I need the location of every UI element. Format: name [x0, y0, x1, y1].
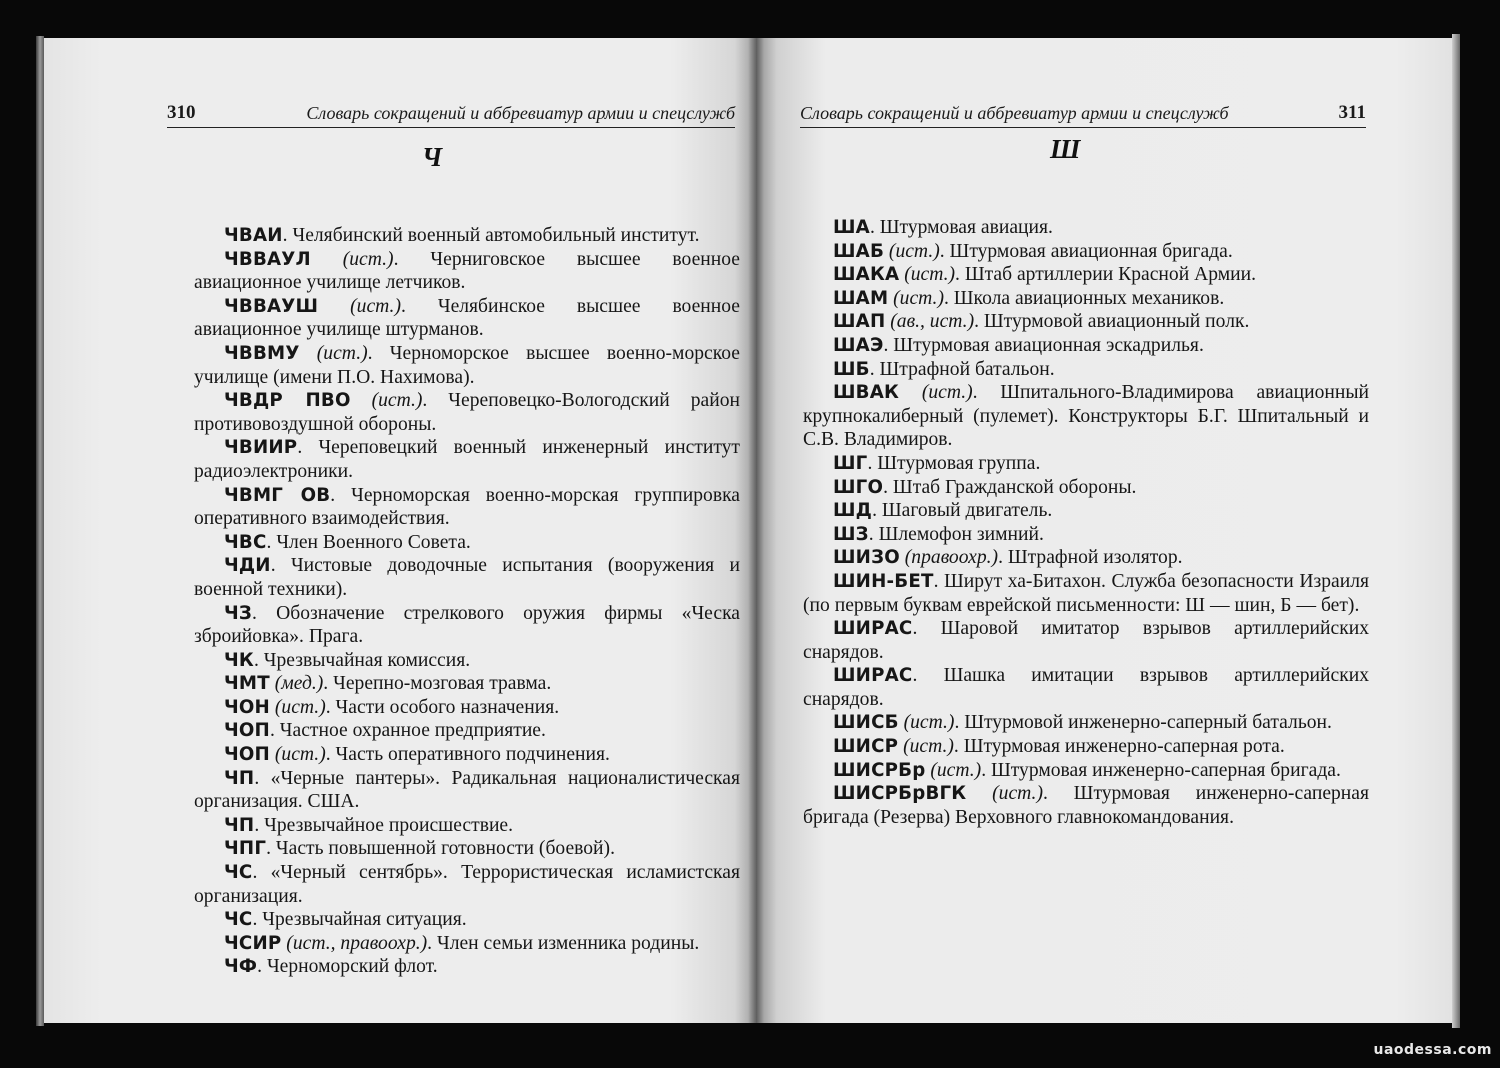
entry-abbreviation: ЧФ	[224, 956, 258, 978]
entry-definition: . Чрезвычайное происшествие.	[254, 814, 514, 836]
dictionary-entry	[803, 759, 1369, 783]
entry-abbreviation: ЧВДР ПВО	[224, 390, 351, 412]
dictionary-entry	[803, 358, 1369, 382]
dictionary-entry	[194, 436, 740, 483]
dictionary-entry	[194, 602, 740, 649]
dictionary-entry	[194, 224, 740, 248]
entry-abbreviation: ЧВВАУШ	[224, 295, 319, 317]
dictionary-entry	[194, 484, 740, 531]
entry-abbreviation: ЧВМГ ОВ	[224, 484, 331, 506]
entry-definition: . Шлемофон зимний.	[868, 523, 1044, 545]
entry-usage-note: (ист.)	[899, 382, 973, 404]
dictionary-entry	[194, 295, 740, 342]
left-page	[44, 38, 756, 1023]
dictionary-entry	[803, 546, 1369, 570]
entry-abbreviation: ЧС	[224, 909, 253, 931]
entry-definition: . Штурмовая авиация.	[869, 217, 1053, 238]
entry-abbreviation: ЧП	[224, 814, 255, 836]
entry-abbreviation: ШГ	[833, 452, 868, 474]
dictionary-entry	[803, 263, 1369, 287]
dictionary-entry	[194, 342, 740, 389]
entry-list-left	[194, 224, 740, 979]
entry-definition: . Штурмовой инженерно-саперный батальон.	[954, 712, 1332, 734]
entry-usage-note: (ист., правоохр.)	[281, 932, 428, 954]
entry-usage-note: (ав., ист.)	[885, 311, 975, 333]
entry-definition: . Череповецко-Вологодский район противовоздушной обороны.	[194, 390, 740, 435]
entry-definition: . Штрафной изолятор.	[998, 547, 1183, 569]
entry-definition: . Чрезвычайная комиссия.	[253, 649, 471, 671]
page-number-right: 311	[1338, 102, 1366, 123]
entry-abbreviation: ШИСРБрВГК	[833, 783, 967, 805]
entry-abbreviation: ШВАК	[833, 382, 900, 404]
entry-usage-note: (правоохр.)	[899, 547, 999, 569]
entry-abbreviation: ШИЗО	[833, 547, 900, 569]
dictionary-entry	[803, 499, 1369, 523]
dictionary-entry	[194, 248, 740, 295]
entry-usage-note: (ист.)	[925, 759, 982, 781]
entry-definition: . Чрезвычайная ситуация.	[252, 909, 467, 931]
entry-usage-note: (ист.)	[884, 240, 940, 262]
entry-abbreviation: ШАМ	[833, 287, 889, 309]
dictionary-entry	[803, 711, 1369, 735]
entry-definition: . Штурмовая инженерно-саперная рота.	[953, 736, 1285, 758]
entry-definition: . Челябинский военный автомобильный институт.	[282, 225, 700, 246]
entry-usage-note: (ист.)	[350, 390, 423, 412]
entry-definition: . Чистовые доводочные испытания (вооружения и военной техники).	[194, 555, 740, 600]
dictionary-entry	[803, 476, 1369, 500]
entry-definition: . Штрафной батальон.	[869, 358, 1055, 380]
right-page	[756, 38, 1452, 1023]
entry-usage-note: (ист.)	[318, 295, 401, 317]
watermark: uaodessa.com	[1373, 1042, 1492, 1058]
entry-usage-note: (ист.)	[299, 342, 368, 364]
entry-definition: . Черепно-мозговая травма.	[323, 673, 552, 695]
entry-usage-note: (ист.)	[898, 712, 955, 734]
dictionary-entry	[803, 452, 1369, 476]
entry-abbreviation: ШАП	[833, 311, 886, 333]
entry-definition: . Шаровой имитатор взрывов артиллерийских снарядов.	[803, 618, 1369, 663]
dictionary-entry	[194, 554, 740, 601]
dictionary-entry	[803, 240, 1369, 264]
dictionary-entry	[194, 908, 740, 932]
entry-abbreviation: ШБ	[833, 358, 870, 380]
section-letter-right: Ш	[1050, 134, 1081, 164]
entry-abbreviation: ШИСБ	[833, 712, 899, 734]
entry-abbreviation: ШИСР	[833, 736, 899, 758]
running-head-left	[167, 100, 735, 128]
dictionary-entry	[803, 664, 1369, 711]
entry-definition: . Части особого назначения.	[325, 696, 560, 718]
entry-abbreviation: ШЗ	[833, 523, 869, 545]
entry-definition: . «Черные пантеры». Радикальная националистическая организация. США.	[194, 767, 740, 813]
dictionary-entry	[194, 837, 740, 861]
entry-definition: . Череповецкий военный инженерный институт радиоэлектроники.	[194, 437, 740, 482]
entry-definition: . Штурмовая авиационная бригада.	[939, 240, 1233, 262]
entry-definition: . Черноморское высшее военно-морское училище (имени П.О. Нахимова).	[194, 342, 740, 388]
entry-definition: . Челябинское высшее военное авиационное училище штурманов.	[194, 295, 740, 341]
entry-usage-note: (ист.)	[310, 248, 394, 270]
entry-abbreviation: ЧП	[224, 767, 255, 789]
entry-definition: . Ширут ха-Битахон. Служба безопасности Израиля (по первым буквам еврейской письменности: Ш — шин, Б — бет).	[803, 570, 1369, 616]
entry-usage-note: (ист.)	[888, 287, 944, 309]
entry-abbreviation: ШИРАС	[833, 618, 913, 640]
dictionary-entry	[803, 523, 1369, 547]
entry-usage-note: (ист.)	[269, 744, 326, 766]
dictionary-entry	[194, 696, 740, 720]
entry-abbreviation: ЧПГ	[224, 838, 267, 860]
entry-abbreviation: ЧЗ	[224, 602, 253, 624]
entry-abbreviation: ЧОН	[224, 696, 270, 718]
entry-definition: . Шаговый двигатель.	[872, 500, 1053, 522]
entry-definition: . Член Военного Совета.	[266, 531, 471, 553]
dictionary-entry	[194, 767, 740, 814]
entry-usage-note: (ист.)	[966, 783, 1043, 805]
entry-definition: . Штурмовая инженерно-саперная бригада (Резерва) Верховного главнокомандования.	[803, 783, 1370, 828]
entry-definition: . Шашка имитации взрывов артиллерийских снарядов.	[803, 665, 1369, 710]
entry-abbreviation: ЧВИИР	[224, 437, 298, 459]
entry-definition: . Штурмовой авиационный полк.	[974, 311, 1250, 333]
running-title-left: Словарь сокращений и аббревиатур армии и спецслужб	[306, 103, 735, 123]
entry-abbreviation: ШД	[833, 500, 873, 522]
dictionary-entry	[803, 735, 1369, 759]
entry-definition: . Штурмовая группа.	[867, 452, 1041, 474]
entry-abbreviation: ЧВС	[224, 531, 267, 553]
entry-definition: . Обозначение стрелкового оружия фирмы «Ческа зброийовка». Прага.	[194, 602, 740, 648]
entry-abbreviation: ШАЭ	[833, 334, 884, 356]
dictionary-entry	[194, 743, 740, 767]
entry-abbreviation: ЧОП	[224, 720, 270, 742]
dictionary-entry	[803, 334, 1369, 358]
entry-abbreviation: ШИСРБр	[833, 759, 926, 781]
entry-abbreviation: ША	[833, 217, 870, 238]
dictionary-entry	[803, 570, 1369, 617]
dictionary-entry	[194, 719, 740, 743]
dictionary-entry	[194, 389, 740, 436]
entry-definition: . Черниговское высшее военное авиационное училище летчиков.	[194, 248, 740, 294]
entry-definition: . Часть оперативного подчинения.	[325, 744, 610, 766]
entry-definition: . Штурмовая инженерно-саперная бригада.	[981, 759, 1341, 781]
entry-definition: . Член семьи изменника родины.	[427, 932, 700, 954]
dictionary-entry	[803, 216, 1369, 240]
book-gutter-shadow	[748, 38, 764, 1023]
running-title-right: Словарь сокращений и аббревиатур армии и спецслужб	[800, 103, 1229, 123]
entry-usage-note: (ист.)	[269, 696, 326, 718]
entry-definition: . «Черный сентябрь». Террористическая исламистская организация.	[194, 862, 740, 907]
entry-abbreviation: ЧСИР	[224, 932, 282, 954]
dictionary-entry	[803, 782, 1369, 829]
entry-definition: . Штурмовая авиационная эскадрилья.	[883, 334, 1204, 356]
entry-abbreviation: ЧК	[224, 649, 254, 671]
entry-definition: . Частное охранное предприятие.	[269, 720, 546, 742]
entry-definition: . Школа авиационных механиков.	[943, 287, 1225, 309]
entry-abbreviation: ШГО	[833, 476, 884, 498]
entry-definition: . Штаб Гражданской обороны.	[883, 476, 1137, 498]
running-head-right	[800, 100, 1366, 128]
dictionary-entry	[194, 672, 740, 696]
entry-abbreviation: ШАКА	[833, 264, 900, 286]
entry-definition: . Шпитального-Владимирова авиационный крупнокалиберный (пулемет). Конструкторы Б.Г. Шпитальный и С.В. Владимиров.	[803, 382, 1369, 451]
entry-abbreviation: ЧОП	[224, 744, 270, 766]
book-spine-edge-right	[1452, 34, 1460, 1028]
dictionary-entry	[194, 955, 740, 979]
entry-abbreviation: ШИРАС	[833, 665, 913, 687]
entry-abbreviation: ЧВВМУ	[224, 342, 300, 364]
entry-definition: . Штаб артиллерии Красной Армии.	[955, 264, 1257, 286]
section-letter-left: Ч	[422, 142, 443, 172]
dictionary-entry	[194, 932, 740, 956]
page-number-left: 310	[167, 102, 196, 123]
dictionary-entry	[803, 617, 1369, 664]
dictionary-entry	[803, 310, 1369, 334]
dictionary-entry	[803, 287, 1369, 311]
entry-usage-note: (ист.)	[899, 264, 956, 286]
entry-definition: . Часть повышенной готовности (боевой).	[266, 838, 615, 860]
entry-list-right	[803, 216, 1369, 829]
dictionary-entry	[194, 531, 740, 555]
entry-definition: . Черноморский флот.	[257, 956, 438, 978]
entry-abbreviation: ЧВАИ	[224, 225, 283, 246]
book-spine-edge-left	[36, 36, 44, 1026]
entry-abbreviation: ШИН-БЕТ	[833, 570, 934, 592]
dictionary-entry	[194, 814, 740, 838]
entry-usage-note: (ист.)	[898, 736, 954, 758]
entry-abbreviation: ЧС	[224, 862, 253, 884]
entry-abbreviation: ЧДИ	[224, 555, 271, 577]
dictionary-entry	[194, 649, 740, 673]
entry-abbreviation: ЧВВАУЛ	[224, 248, 311, 270]
entry-abbreviation: ЧМТ	[224, 673, 270, 695]
entry-usage-note: (мед.)	[269, 673, 324, 695]
dictionary-entry	[194, 861, 740, 908]
dictionary-entry	[803, 381, 1369, 452]
entry-abbreviation: ШАБ	[833, 240, 885, 262]
entry-definition: . Черноморская военно-морская группировка оперативного взаимодействия.	[194, 484, 740, 530]
